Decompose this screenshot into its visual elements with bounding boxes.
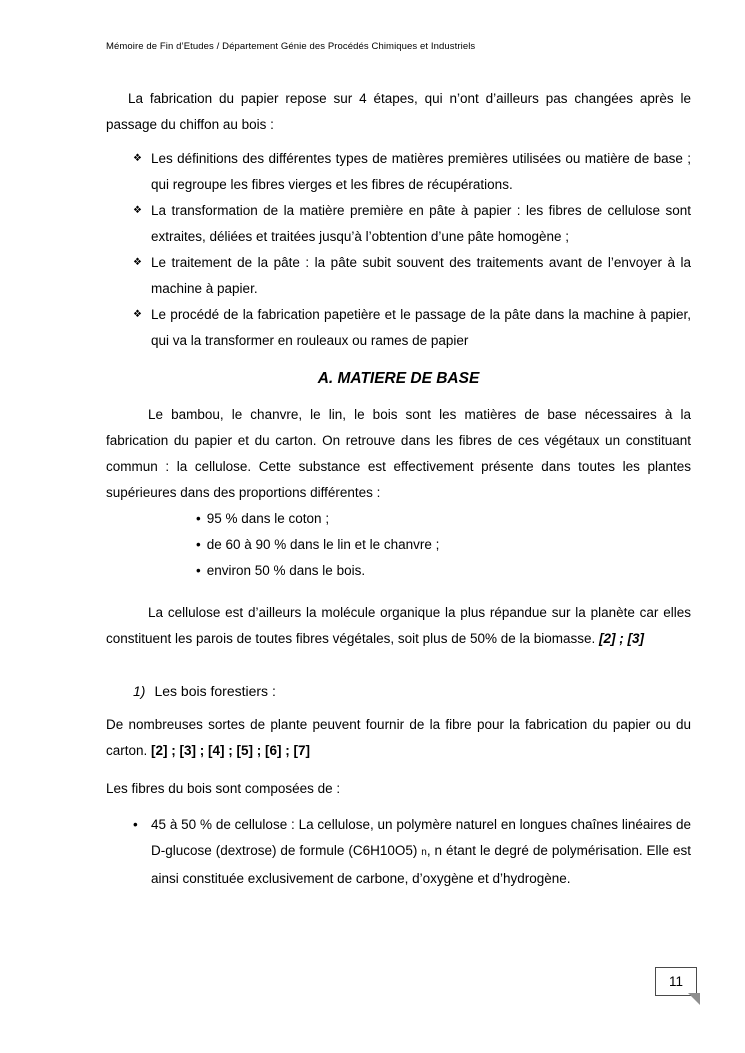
list-item-text: de 60 à 90 % dans le lin et le chanvre ; [206, 537, 440, 552]
steps-list [106, 146, 691, 354]
references: [2] ; [3] ; [4] ; [5] ; [6] ; [7] [151, 743, 311, 758]
cellulose-paragraph [106, 600, 691, 652]
subsection-number: 1) [133, 683, 146, 699]
list-item [133, 812, 691, 892]
dot-bullet-icon: • [133, 817, 138, 832]
diamond-bullet-icon: ❖ [133, 205, 142, 216]
list-item-text: 95 % dans le coton ; [206, 511, 330, 526]
page-content [106, 86, 691, 892]
list-item-text [151, 812, 691, 892]
list-item-text: Le procédé de la fabrication papetière et le passage de la pâte dans la machine à papier, qui va la transformer en rouleaux ou rames de papier [151, 307, 691, 348]
section-a-title: A. MATIERE DE BASE [317, 370, 480, 387]
paragraph-text: De nombreuses sortes de plante peuvent fournir de la fibre pour la fabrication du papier ou du carton. [106, 717, 691, 758]
references: [2] ; [3] [599, 631, 645, 646]
list-item-text: environ 50 % dans le bois. [206, 563, 366, 578]
dot-bullet-icon: • [196, 511, 201, 526]
cellulose-text: 45 à 50 % de cellulose : La cellulose, un polymère naturel en longues chaînes linéaires de D-glucose (dextrose) de formule (C6H10O5) [151, 817, 691, 858]
fibre-sources-paragraph [106, 712, 691, 764]
diamond-bullet-icon: ❖ [133, 309, 142, 320]
list-item-text: Les définitions des différentes types de matières premières utilisées ou matière de base ; qui regroupe les fibres vierges et les fibres de récupérations. [151, 151, 691, 192]
list-item [133, 146, 691, 198]
list-item [133, 302, 691, 354]
page-number-box [655, 967, 697, 996]
list-item [133, 250, 691, 302]
diamond-bullet-icon: ❖ [133, 153, 142, 164]
list-item [196, 532, 691, 558]
list-item [196, 506, 691, 532]
section-a-paragraph: Le bambou, le chanvre, le lin, le bois sont les matières de base nécessaires à la fabrication du papier et du carton. On retrouve dans les fibres de ces végétaux un constituant commun : la cellulose. Cette substance est effectivement présente dans toutes les plantes supérieures dans des proportions différentes : [106, 407, 691, 500]
diamond-bullet-icon: ❖ [133, 257, 142, 268]
list-item [133, 198, 691, 250]
fibres-intro-paragraph: Les fibres du bois sont composées de : [106, 781, 341, 796]
wood-fibre-list [106, 812, 691, 892]
proportions-list [196, 506, 691, 584]
page-number: 11 [668, 974, 683, 989]
page-curl-icon [688, 993, 700, 1005]
dot-bullet-icon: • [196, 563, 201, 578]
subsection-heading [133, 678, 691, 704]
list-item-text: La transformation de la matière première en pâte à papier : les fibres de cellulose sont extraites, déliées et traitées jusqu’à l’obtention d’une pâte homogène ; [151, 203, 691, 244]
subsection-title: Les bois forestiers : [154, 683, 276, 699]
list-item [196, 558, 691, 584]
subscript-n: n [421, 847, 427, 858]
cellulose-text: , n étant le degré de polymérisation. Elle est ainsi constituée exclusivement de carbone, d’oxygène et d’hydrogène. [151, 843, 691, 886]
intro-paragraph: La fabrication du papier repose sur 4 étapes, qui n’ont d’ailleurs pas changées après le passage du chiffon au bois : [106, 91, 691, 132]
page-header: Mémoire de Fin d’Etudes / Département Génie des Procédés Chimiques et Industriels [106, 41, 476, 52]
paragraph-text: La cellulose est d’ailleurs la molécule organique la plus répandue sur la planète car elles constituent les parois de toutes fibres végétales, soit plus de 50% de la biomasse. [106, 605, 691, 646]
dot-bullet-icon: • [196, 537, 201, 552]
list-item-text: Le traitement de la pâte : la pâte subit souvent des traitements avant de l’envoyer à la machine à papier. [151, 255, 691, 296]
